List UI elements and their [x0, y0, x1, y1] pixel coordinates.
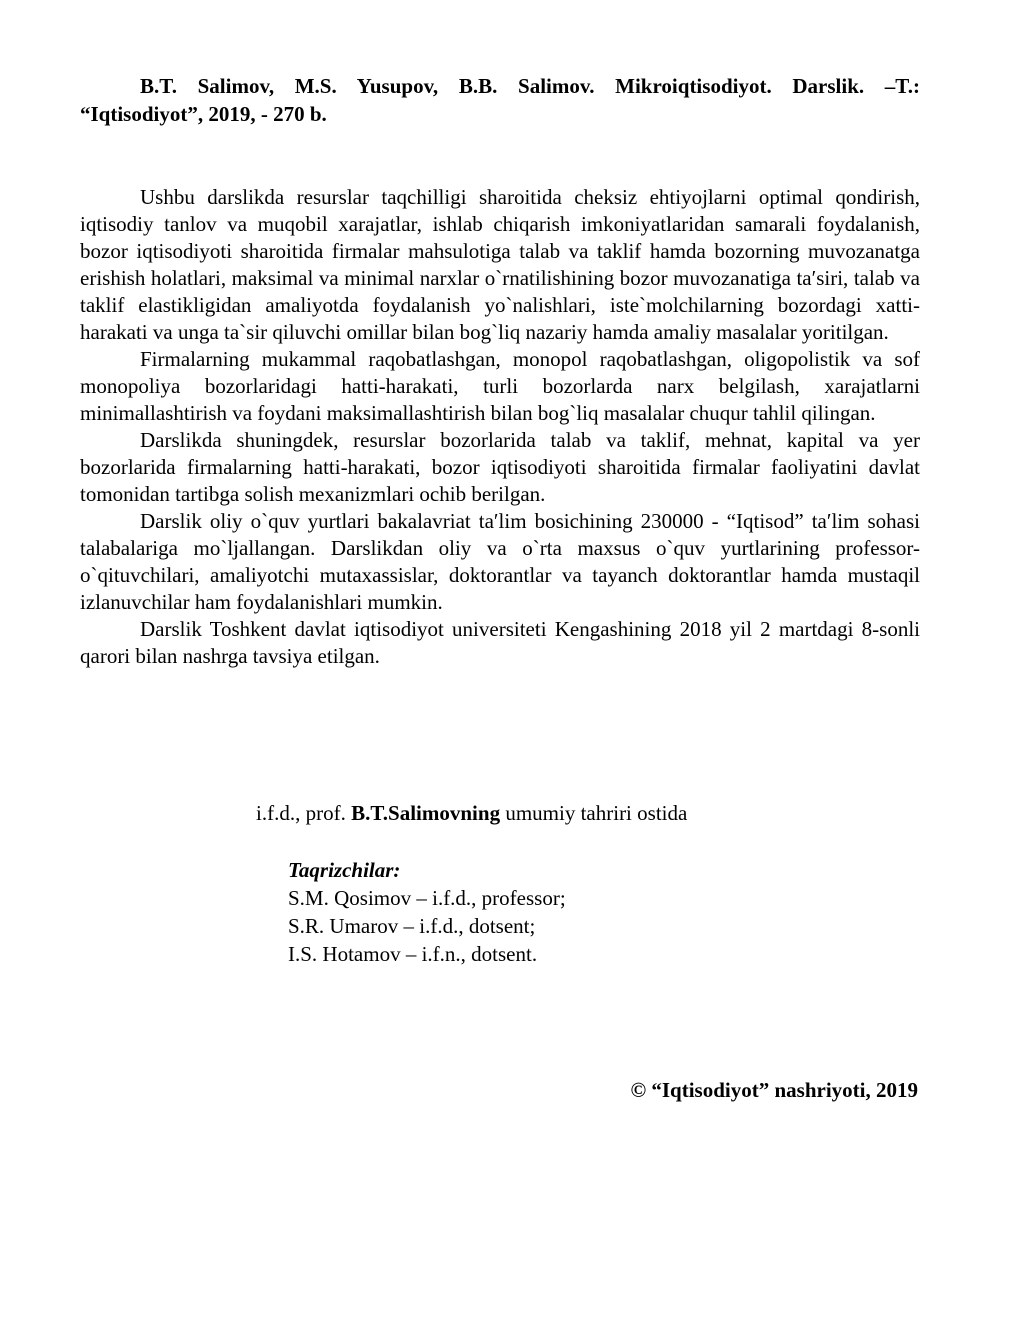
editor-prefix: i.f.d., prof. — [256, 801, 352, 825]
bibliographic-reference: B.T. Salimov, M.S. Yusupov, B.B. Salimov. Mikroiqtisodiyot. Darslik. –T.: “Iqtisodiyot”, 2019, - 270 b. — [80, 74, 920, 126]
paragraph-summary: Ushbu darslikda resurslar taqchilligi sharoitida cheksiz ehtiyojlarni optimal qondirish, iqtisodiy tanlov va muqobil xarajatlar, ishlab chiqarish imkoniyatlaridan samarali foydalanish, bozor iqtisodiyoti sharoitida firmalar mahsulotiga talab va taklif hamda bozorning muvozanatga erishish holatlari, maksimal va minimal narxlar o`rnatilishining bozor muvozanatiga ta′siri, talab va taklif elastikligidan amaliyotda foydalanish yo`nalishlari, iste`molchilarning bozordagi xatti-harakati va unga ta`sir qiluvchi omillar bilan bog`liq nazariy hamda amaliy masalalar yoritilgan. — [80, 185, 920, 344]
editor-name: B.T.Salimovning — [351, 801, 501, 825]
editor-suffix: umumiy tahriri ostida — [500, 801, 688, 825]
paragraph-firms: Firmalarning mukammal raqobatlashgan, monopol raqobatlashgan, oligopolistik va sof monopoliya bozorlaridagi hatti-harakati, turli bozorlarda narx belgilash, xarajatlarni minimallashtirish va foydani maksimallashtirish bilan bog`liq masalalar chuqur tahlil qilingan. — [80, 347, 920, 425]
reviewers-heading: Taqrizchilar: — [288, 858, 401, 882]
paragraph-resources: Darslikda shuningdek, resurslar bozorlarida talab va taklif, mehnat, kapital va yer bozorlarida firmalarning hatti-harakati, bozor iqtisodiyoti sharoitida firmalar faoliyatini davlat tomonidan tartibga solish mexanizmlari ochib berilgan. — [80, 428, 920, 506]
reviewer-item: S.M. Qosimov – i.f.d., professor; — [288, 886, 566, 910]
reviewers-block — [288, 856, 888, 968]
reviewer-item: S.R. Umarov – i.f.d., dotsent; — [288, 914, 536, 938]
copyright-notice: © “Iqtisodiyot” nashriyoti, 2019 — [630, 1078, 918, 1102]
paragraph-audience: Darslik oliy o`quv yurtlari bakalavriat ta′lim bosichining 230000 - “Iqtisod” ta′lim sohasi talabalariga mo`ljallangan. Darslikdan oliy va o`rta maxsus o`quv yurtlarining professor-o`qituvchilari, amaliyotchi mutaxassislar, doktorantlar va tayanch doktorantlar hamda mustaqil izlanuvchilar ham foydalanishlari mumkin. — [80, 509, 920, 614]
annotation-body — [80, 184, 920, 670]
paragraph-approval: Darslik Toshkent davlat iqtisodiyot universiteti Kengashining 2018 yil 2 martdagi 8-sonli qarori bilan nashrga tavsiya etilgan. — [80, 617, 920, 668]
editor-line — [256, 799, 956, 827]
reviewer-item: I.S. Hotamov – i.f.n., dotsent. — [288, 942, 538, 966]
